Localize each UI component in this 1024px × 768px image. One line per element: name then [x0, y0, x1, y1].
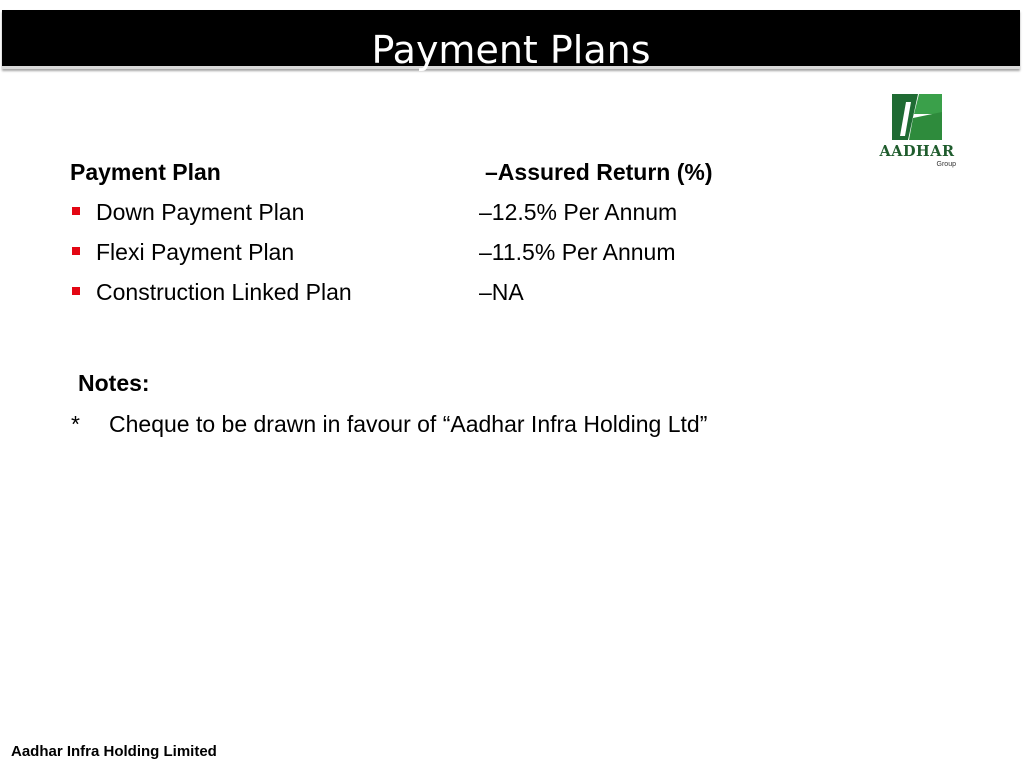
logo-subtext: Group	[936, 161, 956, 168]
note-marker: *	[71, 411, 80, 437]
title-bar	[2, 10, 1020, 72]
bullet-icon	[72, 247, 80, 255]
plan-name: Down Payment Plan	[96, 199, 305, 225]
plan-name: Flexi Payment Plan	[96, 239, 295, 265]
notes-heading: Notes:	[78, 370, 150, 396]
plan-return: –11.5% Per Annum	[479, 239, 676, 265]
bullet-icon	[72, 207, 80, 215]
footer-company-name: Aadhar Infra Holding Limited	[11, 743, 217, 760]
plan-name: Construction Linked Plan	[96, 279, 352, 305]
page-title: Payment Plans	[371, 28, 651, 72]
return-column-header: –Assured Return (%)	[485, 159, 713, 185]
plan-return: –NA	[479, 279, 524, 305]
plan-column-header: Payment Plan	[70, 159, 221, 185]
note-text: Cheque to be drawn in favour of “Aadhar Infra Holding Ltd”	[109, 411, 708, 437]
bullet-icon	[72, 287, 80, 295]
aadhar-logo	[878, 92, 958, 172]
logo-wordmark: AADHAR	[879, 143, 955, 160]
plan-return: –12.5% Per Annum	[479, 199, 678, 225]
logo-mark-icon	[878, 92, 958, 144]
